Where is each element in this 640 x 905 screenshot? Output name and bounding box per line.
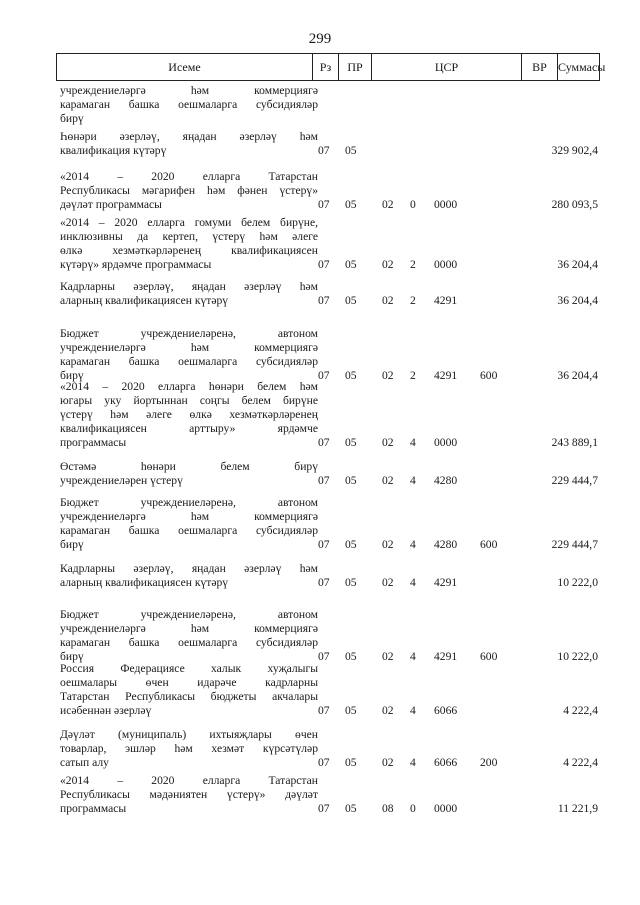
cell-pr: 05 — [345, 294, 357, 307]
cell-sum: 229 444,7 — [551, 474, 598, 487]
cell-csr-code: 0000 — [434, 198, 458, 211]
cell-rz: 07 — [318, 474, 330, 487]
cell-csr-program: 02 — [382, 650, 394, 663]
cell-rz: 07 — [318, 756, 330, 769]
cell-csr-subprogram: 2 — [410, 369, 416, 382]
cell-name — [60, 380, 318, 450]
cell-name-line: учреждениеләргә һәм коммерциягә — [60, 510, 318, 523]
cell-csr-subprogram: 0 — [410, 802, 416, 815]
table-row — [60, 460, 600, 488]
cell-name-line: Республикасы мәдәниятен үстерү» дәүләт — [60, 788, 318, 801]
cell-pr: 05 — [345, 756, 357, 769]
cell-name-line: квалификациясен арттыру» ярдәмче — [60, 422, 318, 435]
cell-sum: 36 204,4 — [557, 258, 598, 271]
cell-name-line: учреждениеләрен үстерү — [60, 474, 183, 487]
cell-csr-program: 02 — [382, 258, 394, 271]
cell-name-line: программасы — [60, 436, 127, 449]
cell-name-line: Татарстан Республикасы бюджеты акчалары — [60, 690, 318, 703]
table-row — [60, 327, 600, 383]
cell-pr: 05 — [345, 802, 357, 815]
cell-csr-code: 0000 — [434, 258, 458, 271]
cell-name-line: бирү — [60, 538, 84, 551]
cell-name — [60, 608, 318, 664]
cell-name-line: күтәрү» ярдәмче программасы — [60, 258, 212, 271]
cell-pr: 05 — [345, 704, 357, 717]
cell-sum: 280 093,5 — [551, 198, 598, 211]
table-row — [60, 662, 600, 718]
cell-name-line: товарлар, эшләр һәм хезмәт күрсәтүләр — [60, 742, 318, 755]
header-vr: ВР — [522, 54, 558, 80]
cell-rz: 07 — [318, 258, 330, 271]
cell-name-line: үстерү һәм әлеге өлкә хезмәткәрләренең — [60, 408, 318, 421]
cell-name-line: аларның квалификациясен күтәрү — [60, 576, 229, 589]
table-row — [60, 608, 600, 664]
cell-csr-code: 6066 — [434, 704, 458, 717]
cell-name-line: Дәүләт (муниципаль) ихтыяҗлары өчен — [60, 728, 318, 741]
cell-csr-subprogram: 4 — [410, 650, 416, 663]
table-row — [60, 84, 600, 126]
cell-sum: 4 222,4 — [563, 704, 598, 717]
cell-name-line: аларның квалификациясен күтәрү — [60, 294, 229, 307]
cell-name-line: «2014 – 2020 елларга гомуми белем бирүне, — [60, 216, 318, 229]
cell-name — [60, 562, 318, 590]
table-row — [60, 774, 600, 816]
cell-sum: 10 222,0 — [557, 576, 598, 589]
cell-csr-subprogram: 4 — [410, 474, 416, 487]
cell-name — [60, 460, 318, 488]
cell-name-line: квалификация күтәрү — [60, 144, 167, 157]
cell-csr-program: 02 — [382, 474, 394, 487]
cell-name-line: дәүләт программасы — [60, 198, 162, 211]
table-row — [60, 380, 600, 450]
cell-name-line: Өстәмә һөнәри белем бирү — [60, 460, 318, 473]
cell-rz: 07 — [318, 436, 330, 449]
cell-name-line: карамаган башка оешмаларга субсидияләр — [60, 355, 318, 368]
cell-pr: 05 — [345, 650, 357, 663]
cell-csr-subprogram: 2 — [410, 258, 416, 271]
cell-vr: 600 — [480, 538, 498, 551]
cell-csr-subprogram: 4 — [410, 538, 416, 551]
cell-name-line: Бюджет учреждениеләренә, автоном — [60, 327, 318, 340]
cell-name-line: Республикасы мәгарифен һәм фәнен үстерү» — [60, 184, 318, 197]
cell-name-line: Кадрларны әзерләү, яңадан әзерләү һәм — [60, 280, 318, 293]
cell-rz: 07 — [318, 538, 330, 551]
cell-csr-subprogram: 0 — [410, 198, 416, 211]
cell-name-line: югары уку йортыннан соңгы белем бирүне — [60, 394, 318, 407]
cell-name — [60, 774, 318, 816]
cell-csr-code: 4291 — [434, 576, 458, 589]
cell-name-line: «2014 – 2020 елларга Татарстан — [60, 774, 318, 787]
header-sum: Суммасы — [558, 60, 606, 74]
cell-pr: 05 — [345, 144, 357, 157]
cell-name-line: программасы — [60, 802, 127, 815]
cell-name-line: «2014 – 2020 елларга Татарстан — [60, 170, 318, 183]
table-row — [60, 130, 600, 158]
cell-csr-code: 6066 — [434, 756, 458, 769]
cell-pr: 05 — [345, 474, 357, 487]
cell-name-line: инклюзивны да кертеп, үстерү һәм әлеге — [60, 230, 318, 243]
cell-rz: 07 — [318, 802, 330, 815]
cell-csr-code: 4291 — [434, 369, 458, 382]
cell-name-line: Россия Федерациясе халык хуҗалыгы — [60, 662, 318, 675]
table-header — [56, 53, 606, 81]
cell-csr-code: 4291 — [434, 294, 458, 307]
cell-name — [60, 170, 318, 212]
table-row — [60, 216, 600, 272]
cell-sum: 243 889,1 — [551, 436, 598, 449]
cell-name-line: «2014 – 2020 елларга һөнәри белем һәм — [60, 380, 318, 393]
cell-csr-code: 4280 — [434, 538, 458, 551]
cell-pr: 05 — [345, 538, 357, 551]
cell-csr-program: 02 — [382, 369, 394, 382]
cell-name-line: бирү — [60, 112, 84, 125]
table-row — [60, 562, 600, 590]
header-rz: Рз — [313, 54, 339, 80]
cell-csr-subprogram: 2 — [410, 294, 416, 307]
cell-csr-code: 0000 — [434, 436, 458, 449]
cell-vr: 600 — [480, 650, 498, 663]
cell-csr-program: 02 — [382, 538, 394, 551]
cell-rz: 07 — [318, 650, 330, 663]
cell-name — [60, 216, 318, 272]
cell-name — [60, 327, 318, 383]
cell-name-line: исәбеннән әзерләү — [60, 704, 152, 717]
cell-rz: 07 — [318, 576, 330, 589]
cell-name-line: оешмалары өчен идарәче кадрларны — [60, 676, 318, 689]
table-row — [60, 170, 600, 212]
page-number: 299 — [308, 31, 332, 47]
cell-rz: 07 — [318, 198, 330, 211]
cell-name-line: учреждениеләргә һәм коммерциягә — [60, 622, 318, 635]
cell-vr: 600 — [480, 369, 498, 382]
header-name: Исеме — [57, 54, 313, 80]
cell-pr: 05 — [345, 258, 357, 271]
cell-name-line: Һөнәри әзерләү, яңадан әзерләү һәм — [60, 130, 318, 143]
cell-csr-code: 4280 — [434, 474, 458, 487]
cell-csr-subprogram: 4 — [410, 576, 416, 589]
cell-name — [60, 496, 318, 552]
cell-csr-program: 08 — [382, 802, 394, 815]
cell-name-line: карамаган башка оешмаларга субсидияләр — [60, 98, 318, 111]
cell-name-line: карамаган башка оешмаларга субсидияләр — [60, 636, 318, 649]
cell-vr: 200 — [480, 756, 498, 769]
cell-name-line: Кадрларны әзерләү, яңадан әзерләү һәм — [60, 562, 318, 575]
cell-name — [60, 130, 318, 158]
cell-pr: 05 — [345, 198, 357, 211]
cell-rz: 07 — [318, 369, 330, 382]
cell-csr-code: 4291 — [434, 650, 458, 663]
cell-sum: 4 222,4 — [563, 756, 598, 769]
cell-rz: 07 — [318, 704, 330, 717]
cell-csr-program: 02 — [382, 576, 394, 589]
cell-csr-program: 02 — [382, 436, 394, 449]
cell-name-line: өлкә хезмәткәрләренең квалификациясен — [60, 244, 318, 257]
cell-sum: 10 222,0 — [557, 650, 598, 663]
cell-csr-program: 02 — [382, 198, 394, 211]
cell-rz: 07 — [318, 294, 330, 307]
cell-pr: 05 — [345, 576, 357, 589]
table-row — [60, 728, 600, 770]
cell-name-line: учреждениеләргә һәм коммерциягә — [60, 341, 318, 354]
cell-csr-program: 02 — [382, 294, 394, 307]
table-row — [60, 496, 600, 552]
cell-name-line: карамаган башка оешмаларга субсидияләр — [60, 524, 318, 537]
cell-name-line: сатып алу — [60, 756, 109, 769]
cell-csr-subprogram: 4 — [410, 704, 416, 717]
cell-sum: 11 221,9 — [557, 802, 598, 815]
header-csr: ЦСР — [372, 54, 522, 80]
cell-name-line: бирү — [60, 369, 84, 382]
cell-pr: 05 — [345, 436, 357, 449]
cell-name-line: Бюджет учреждениеләренә, автоном — [60, 496, 318, 509]
cell-name-line: учреждениеләргә һәм коммерциягә — [60, 84, 318, 97]
cell-name — [60, 728, 318, 770]
cell-name — [60, 662, 318, 718]
cell-name — [60, 280, 318, 308]
header-pr: ПР — [339, 54, 372, 80]
cell-rz: 07 — [318, 144, 330, 157]
cell-csr-subprogram: 4 — [410, 436, 416, 449]
cell-csr-program: 02 — [382, 704, 394, 717]
cell-name-line: Бюджет учреждениеләренә, автоном — [60, 608, 318, 621]
cell-csr-subprogram: 4 — [410, 756, 416, 769]
table-row — [60, 280, 600, 308]
cell-csr-code: 0000 — [434, 802, 458, 815]
cell-sum: 36 204,4 — [557, 294, 598, 307]
cell-pr: 05 — [345, 369, 357, 382]
cell-sum: 229 444,7 — [551, 538, 598, 551]
cell-sum: 36 204,4 — [557, 369, 598, 382]
cell-name — [60, 84, 318, 126]
cell-csr-program: 02 — [382, 756, 394, 769]
cell-sum: 329 902,4 — [551, 144, 598, 157]
cell-name-line: бирү — [60, 650, 84, 663]
